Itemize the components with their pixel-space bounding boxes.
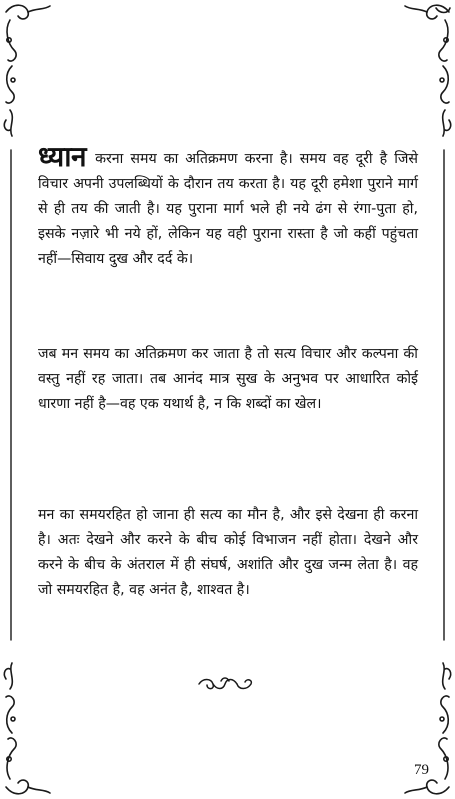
corner-ornament-bottom-left (4, 663, 50, 794)
corner-ornament-top-right (405, 5, 451, 136)
paragraph-3: मन का समयरहित हो जाना ही सत्य का मौन है, और इसे देखना ही करना है। अतः देखने और करने के बीच कोई विभाजन नहीं होता। देखने और करने के बीच के अंतराल में ही संघर्ष, अशांति और दुख जन्म लेता है। वह जो समयरहित है, वह अनंत है, शाश्वत है। (38, 507, 418, 598)
paragraph-1-text: करना समय का अतिक्रमण करना है। समय वह दूरी है जिसे विचार अपनी उपलब्धियों के दौरान तय करता है। यह दूरी हमेशा पुराने मार्ग से ही तय की जाती है। यह पुराना मार्ग भले ही नये ढंग से रंगा-पुता हो, इसके नज़ारे भी नये हों, लेकिन यह वही पुराना रास्ता है जो कहीं पहुंचता नहीं—सिवाय दुख और दर्द के। (38, 151, 418, 267)
lead-word: ध्यान (38, 140, 87, 173)
paragraph-1 (38, 140, 418, 272)
paragraph-2: जब मन समय का अतिक्रमण कर जाता है तो सत्य विचार और कल्पना की वस्तु नहीं रह जाता। तब आनंद मात्र सुख के अनुभव पर आधारित कोई धारणा नहीं है—वह एक यथार्थ है, न कि शब्दों का खेल। (38, 346, 418, 412)
corner-ornament-top-left (4, 5, 50, 136)
scroll-flourish-icon (195, 674, 255, 694)
page-number: 79 (414, 762, 429, 778)
